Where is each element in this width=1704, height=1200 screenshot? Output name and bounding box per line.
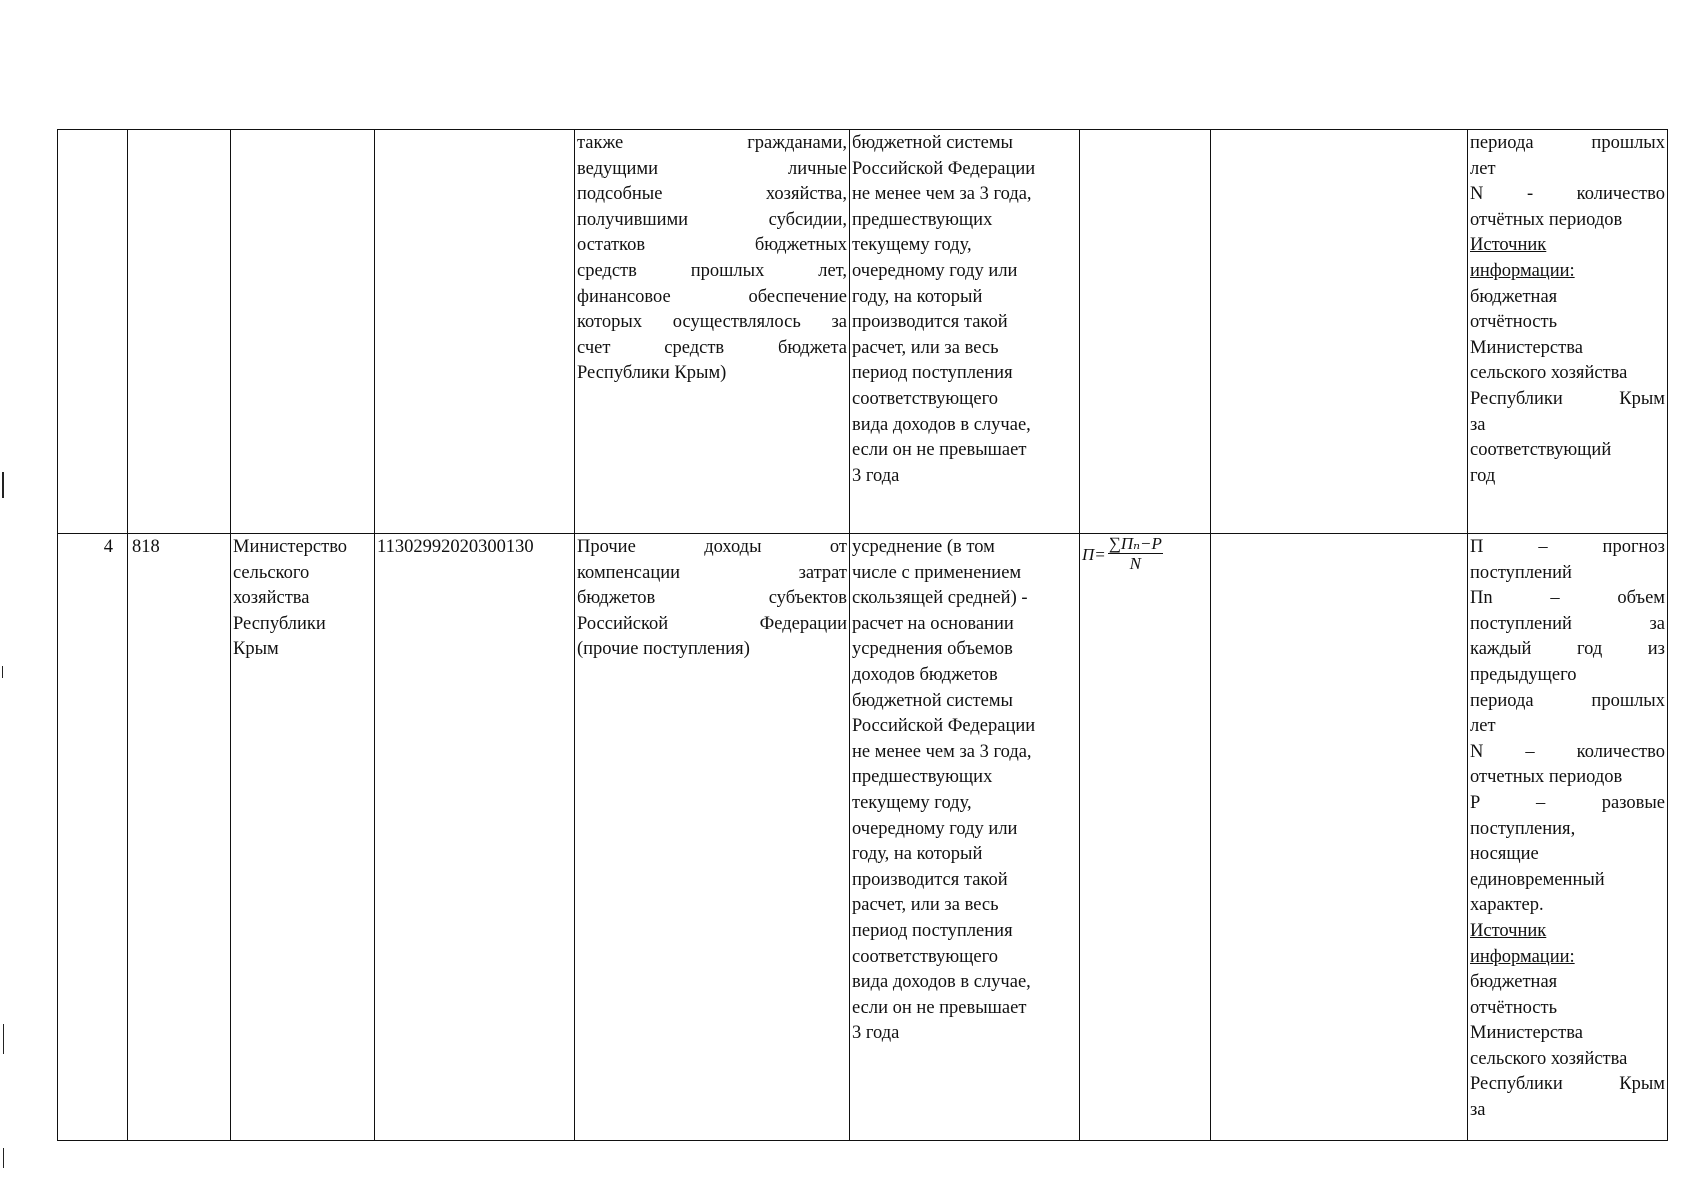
note-line: сельского хозяйства (1470, 363, 1628, 384)
note-line: предыдущего (1470, 664, 1577, 685)
cell-line: хозяйства (233, 588, 310, 609)
note-line: Министерства (1470, 1023, 1583, 1044)
note-line: Министерства (1470, 337, 1583, 358)
note-line: периода прошлых (1470, 133, 1665, 153)
note-line: отчётность (1470, 312, 1558, 333)
cell-line: очередному году или (852, 260, 1018, 281)
note-line: каждый год из (1470, 639, 1665, 660)
cell-line: не менее чем за 3 года, (852, 741, 1032, 762)
cell-line: расчет, или за весь (852, 895, 999, 916)
note-line: П – прогноз (1470, 537, 1665, 557)
cell-description (575, 534, 850, 1141)
note-line: за (1470, 1100, 1486, 1121)
cell-line: Российской Федерации (577, 613, 847, 634)
forecast-formula (1082, 535, 1208, 574)
cell-line: бюджетной системы (852, 133, 1013, 153)
note-line: характер. (1470, 895, 1544, 916)
cell-kbk (375, 534, 575, 1141)
cell-line: текущему году, (852, 235, 972, 256)
cell-line: Российской Федерации (852, 158, 1036, 179)
note-line: лет (1470, 716, 1496, 737)
cell-line: которых осуществлялось за (577, 312, 847, 333)
cell-line: сельского (233, 562, 310, 583)
cell-line: если он не превышает (852, 997, 1027, 1018)
note-line: сельского хозяйства (1470, 1048, 1628, 1069)
note-line: поступлений (1470, 562, 1572, 583)
cell-line: период поступления (852, 920, 1013, 941)
cell-notes (1468, 534, 1668, 1141)
note-line: носящие (1470, 844, 1539, 865)
cell-description (575, 130, 850, 534)
cell-line: вида доходов в случае, (852, 972, 1031, 993)
note-line: бюджетная (1470, 972, 1558, 993)
cell-line: предшествующих (852, 767, 993, 788)
cell-line: Республики (233, 613, 326, 634)
admin-code: 818 (132, 537, 160, 557)
cell-line: бюджетов субъектов (577, 588, 847, 609)
cell-line: период поступления (852, 363, 1013, 384)
cell-line: ведущими личные (577, 158, 847, 179)
note-line: единовременный (1470, 869, 1605, 890)
cell-line: предшествующих (852, 209, 993, 230)
cell-line: расчет, или за весь (852, 337, 999, 358)
cell-line: Прочие доходы от (577, 537, 847, 557)
cell-num (58, 130, 128, 534)
cell-admin-code (128, 130, 231, 534)
cell-notes (1468, 130, 1668, 534)
cell-line: очередному году или (852, 818, 1018, 839)
cell-line: средств прошлых лет, (577, 260, 847, 281)
scan-mark (3, 1024, 4, 1054)
revenue-forecast-table (57, 129, 1668, 1141)
cell-line: получившими субсидии, (577, 209, 847, 230)
note-line: лет (1470, 158, 1496, 179)
note-line: Республики Крым (1470, 1074, 1665, 1095)
scan-mark (3, 1148, 4, 1168)
cell-line: Крым (233, 639, 279, 660)
cell-line: также гражданами, (577, 133, 847, 153)
cell-admin-name (231, 534, 375, 1141)
note-line: периода прошлых (1470, 690, 1665, 711)
cell-line: числе с применением (852, 562, 1022, 583)
note-line: N – количество (1470, 741, 1665, 762)
source-label: информации: (1470, 946, 1575, 967)
cell-line: усреднения объемов (852, 639, 1013, 660)
cell-line: 3 года (852, 465, 900, 486)
note-line: поступлений за (1470, 613, 1665, 634)
cell-method (850, 534, 1080, 1141)
cell-line: бюджетной системы (852, 690, 1013, 711)
cell-line: остатков бюджетных (577, 235, 847, 256)
note-line: P – разовые (1470, 792, 1665, 813)
cell-line: расчет на основании (852, 613, 1014, 634)
table-row (58, 534, 1668, 1141)
cell-line: счет средств бюджета (577, 337, 847, 358)
cell-line: финансовое обеспечение (577, 286, 847, 307)
note-line: N - количество (1470, 184, 1665, 205)
cell-line: соответствующего (852, 388, 999, 409)
cell-line: производится такой (852, 869, 1008, 890)
cell-line: (прочие поступления) (577, 639, 750, 660)
note-line: Пn – объем (1470, 588, 1665, 609)
formula-denominator: N (1129, 554, 1141, 573)
cell-line: подсобные хозяйства, (577, 184, 847, 205)
cell-num (58, 534, 128, 1141)
scan-mark (2, 666, 3, 678)
formula-numerator: ∑Пₙ−P (1108, 534, 1162, 553)
cell-line: не менее чем за 3 года, (852, 184, 1032, 205)
cell-empty (1211, 534, 1468, 1141)
note-line: соответствующий (1470, 440, 1612, 461)
kbk-code: 11302992020300130 (377, 537, 534, 557)
note-line: отчетных периодов (1470, 767, 1623, 788)
note-line: бюджетная (1470, 286, 1558, 307)
source-label: информации: (1470, 260, 1575, 281)
cell-formula (1080, 534, 1211, 1141)
cell-line: если он не превышает (852, 440, 1027, 461)
scan-mark (2, 472, 4, 498)
note-line: отчётных периодов (1470, 209, 1623, 230)
cell-line: усреднение (в том (852, 537, 995, 557)
note-line: отчётность (1470, 997, 1558, 1018)
cell-line: доходов бюджетов (852, 664, 998, 685)
cell-line: году, на который (852, 844, 983, 865)
cell-method (850, 130, 1080, 534)
table-row (58, 130, 1668, 534)
cell-line: текущему году, (852, 792, 972, 813)
cell-kbk (375, 130, 575, 534)
note-line: год (1470, 465, 1496, 486)
formula-lhs: П= (1082, 544, 1106, 564)
note-line: за (1470, 414, 1486, 435)
note-line: Республики Крым (1470, 388, 1665, 409)
cell-line: вида доходов в случае, (852, 414, 1031, 435)
cell-admin-code (128, 534, 231, 1141)
source-label: Источник (1470, 235, 1547, 256)
cell-line: 3 года (852, 1023, 900, 1044)
note-line: поступления, (1470, 818, 1576, 839)
cell-admin-name (231, 130, 375, 534)
cell-line: году, на который (852, 286, 983, 307)
cell-line: производится такой (852, 312, 1008, 333)
row-number: 4 (103, 537, 113, 557)
cell-formula (1080, 130, 1211, 534)
cell-line: Министерство (233, 537, 348, 557)
cell-line: скользящей средней) - (852, 588, 1028, 609)
cell-line: Российской Федерации (852, 716, 1036, 737)
cell-empty (1211, 130, 1468, 534)
cell-line: соответствующего (852, 946, 999, 967)
cell-line: компенсации затрат (577, 562, 847, 583)
cell-line: Республики Крым) (577, 363, 727, 384)
source-label: Источник (1470, 920, 1547, 941)
